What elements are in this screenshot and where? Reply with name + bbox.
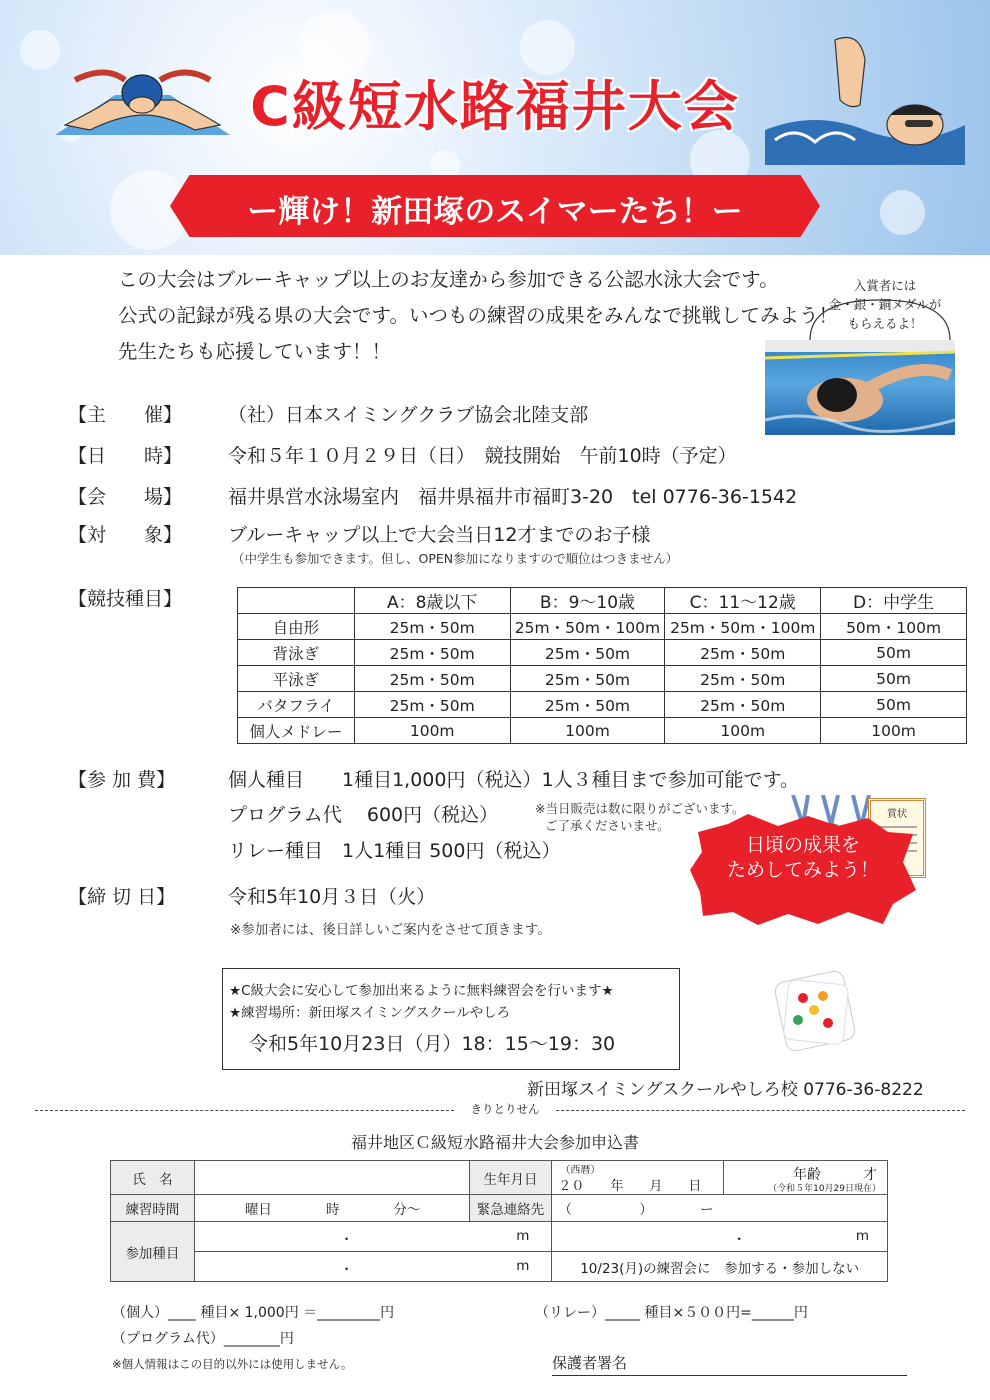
venue-label: 【会 場】 bbox=[68, 486, 183, 508]
stroke-name: 自由形 bbox=[238, 614, 355, 640]
events-header-cell: D：中学生 bbox=[821, 588, 967, 614]
age-label: 年齢 才 bbox=[793, 1167, 877, 1183]
practice-info-box bbox=[222, 968, 680, 1070]
entry-dot: ・ bbox=[339, 1262, 354, 1278]
entry-field-2[interactable] bbox=[552, 1222, 888, 1252]
entry-dot: ・ bbox=[339, 1232, 354, 1248]
entry-unit: m bbox=[855, 1228, 869, 1244]
table-cell: 50m bbox=[821, 640, 967, 666]
table-cell: 100m bbox=[665, 718, 821, 744]
table-row bbox=[238, 666, 967, 692]
form-title: 福井地区Ｃ級短水路福井大会参加申込書 bbox=[350, 1133, 639, 1152]
age-field[interactable] bbox=[724, 1161, 888, 1195]
fee-program-calc[interactable]: （プログラム代）________円 bbox=[112, 1331, 294, 1347]
entry-unit: m bbox=[516, 1258, 530, 1274]
organizer-value: （社）日本スイミングクラブ協会北陸支部 bbox=[228, 404, 589, 426]
stroke-name: バタフライ bbox=[238, 692, 355, 718]
burst-line-2: ためしてみよう！ bbox=[726, 859, 879, 881]
table-cell: 25m・50m bbox=[354, 692, 510, 718]
school-contact: 新田塚スイミングスクールやしろ校 0776-36-8222 bbox=[527, 1080, 924, 1100]
events-header-cell: B：9〜10歳 bbox=[510, 588, 665, 614]
deadline-value: 令和5年10月３日（火） bbox=[228, 886, 436, 908]
fee-program-note-1: ※当日販売は数に限りがございます。 bbox=[535, 801, 745, 816]
entry-label: 参加種目 bbox=[111, 1222, 195, 1282]
events-table bbox=[237, 587, 967, 744]
practice-line-2: ★練習場所：新田塚スイミングスクールやしろ bbox=[229, 1005, 511, 1021]
entry-field-3[interactable] bbox=[194, 1252, 552, 1282]
venue-value: 福井県営水泳場室内 福井県福井市福町3-20 tel 0776-36-1542 bbox=[228, 486, 798, 508]
emergency-field[interactable]: （ ） ー bbox=[552, 1195, 888, 1222]
table-cell: 25m・50m bbox=[354, 640, 510, 666]
age-note: （令和５年10月29日現在） bbox=[768, 1184, 881, 1194]
practice-line-3: 令和5年10月23日（月）18：15〜19：30 bbox=[249, 1033, 616, 1055]
fee-program-note-2: ご了承くださいませ。 bbox=[545, 818, 670, 833]
table-cell: 25m・50m bbox=[354, 614, 510, 640]
table-cell: 100m bbox=[821, 718, 967, 744]
table-cell: 100m bbox=[510, 718, 665, 744]
events-header-row bbox=[238, 588, 967, 614]
table-cell: 50m・100m bbox=[821, 614, 967, 640]
application-form bbox=[110, 1160, 888, 1282]
fee-individual: 個人種目 1種目1,000円（税込）1人３種目まで参加可能です。 bbox=[228, 769, 800, 791]
table-row bbox=[238, 718, 967, 744]
target-label: 【対 象】 bbox=[68, 524, 183, 546]
swimmer-right-illustration bbox=[765, 30, 965, 165]
table-cell: 25m・50m・100m bbox=[510, 614, 665, 640]
medal-note-line-2: 金・銀・銅メダルが bbox=[828, 297, 942, 312]
practice-time-label: 練習時間 bbox=[111, 1195, 195, 1222]
deadline-note: ※参加者には、後日詳しいご案内をさせて頂きます。 bbox=[230, 922, 551, 938]
kickboard-icon bbox=[768, 968, 863, 1058]
fee-individual-calc[interactable]: （個人）____ 種目× 1,000円 ＝_________円 bbox=[112, 1305, 395, 1321]
table-cell: 25m・50m bbox=[665, 692, 821, 718]
entry-dot: ・ bbox=[732, 1232, 746, 1248]
table-cell: 50m bbox=[821, 692, 967, 718]
stroke-name: 平泳ぎ bbox=[238, 666, 355, 692]
medal-note-line-3: もらえるよ！ bbox=[847, 316, 923, 331]
table-cell: 25m・50m bbox=[354, 666, 510, 692]
stroke-name: 個人メドレー bbox=[238, 718, 355, 744]
swimmer-left-illustration bbox=[55, 55, 230, 150]
birth-value: ２０ 年 月 日 bbox=[558, 1179, 702, 1194]
swimmer-photo bbox=[765, 340, 955, 435]
practice-time-field[interactable]: 曜日 時 分〜 bbox=[194, 1195, 469, 1222]
fees-label: 【参 加 費】 bbox=[68, 769, 176, 791]
intro-text bbox=[118, 262, 838, 370]
table-cell: 25m・50m bbox=[510, 692, 665, 718]
hero-banner bbox=[0, 0, 990, 255]
name-field[interactable] bbox=[194, 1161, 469, 1195]
medal-note-line-1: 入賞者には bbox=[853, 278, 917, 293]
birth-field[interactable] bbox=[552, 1161, 724, 1195]
events-header-cell bbox=[238, 588, 355, 614]
entry-field-1[interactable] bbox=[194, 1222, 552, 1252]
name-label: 氏 名 bbox=[111, 1161, 195, 1195]
target-value: ブルーキャップ以上で大会当日12才までのお子様 bbox=[228, 524, 651, 546]
burst-text bbox=[688, 833, 918, 883]
era-label: （西暦） bbox=[560, 1165, 601, 1176]
certificate-title: 賞状 bbox=[887, 809, 907, 820]
table-cell: 25m・50m bbox=[665, 666, 821, 692]
intro-line-1: この大会はブルーキャップ以上のお友達から参加できる公認水泳大会です。 bbox=[118, 268, 779, 291]
privacy-note: ※個人情報はこの目的以外には使用しません。 bbox=[112, 1357, 353, 1371]
table-cell: 25m・50m bbox=[510, 666, 665, 692]
events-label: 【競技種目】 bbox=[68, 588, 183, 610]
guardian-signature[interactable]: 保護者署名 bbox=[552, 1352, 907, 1376]
speech-arc-icon bbox=[800, 295, 960, 345]
practice-line-1: ★C級大会に安心して参加出来るように無料練習会を行います★ bbox=[229, 983, 614, 999]
fee-program: プログラム代 600円（税込） bbox=[228, 804, 499, 826]
events-header-cell: C：11〜12歳 bbox=[665, 588, 821, 614]
stroke-name: 背泳ぎ bbox=[238, 640, 355, 666]
cut-label: きりとりせん bbox=[455, 1101, 555, 1117]
datetime-label: 【日 時】 bbox=[68, 445, 183, 467]
birth-label: 生年月日 bbox=[469, 1161, 552, 1195]
deadline-label: 【締 切 日】 bbox=[68, 886, 176, 908]
intro-line-3: 先生たちも応援しています！！ bbox=[118, 340, 392, 363]
table-cell: 100m bbox=[354, 718, 510, 744]
page-title: C級短水路福井大会 bbox=[250, 75, 740, 138]
target-note: （中学生も参加できます。但し、OPEN参加になりますので順位はつきません） bbox=[232, 551, 679, 566]
practice-attend-choice[interactable]: 10/23(月)の練習会に 参加する・参加しない bbox=[552, 1252, 888, 1282]
table-cell: 50m bbox=[821, 666, 967, 692]
table-cell: 25m・50m bbox=[665, 640, 821, 666]
table-cell: 25m・50m bbox=[510, 640, 665, 666]
intro-line-2: 公式の記録が残る県の大会です。いつもの練習の成果をみんなで挑戦してみよう！ bbox=[118, 304, 838, 327]
table-row bbox=[238, 614, 967, 640]
datetime-value: 令和５年１０月２９日（日） 競技開始 午前10時（予定） bbox=[228, 445, 737, 467]
events-header-cell: A：8歳以下 bbox=[354, 588, 510, 614]
entry-unit: m bbox=[516, 1228, 530, 1244]
table-row bbox=[238, 692, 967, 718]
fee-relay: リレー種目 1人1種目 500円（税込） bbox=[228, 840, 561, 862]
table-cell: 25m・50m・100m bbox=[665, 614, 821, 640]
fee-relay-calc[interactable]: （リレー）_____ 種目×５００円=______円 bbox=[535, 1305, 808, 1321]
subtitle-text: ー輝け！新田塚のスイマーたち！ー bbox=[247, 194, 743, 230]
table-row bbox=[238, 640, 967, 666]
emergency-label: 緊急連絡先 bbox=[469, 1195, 552, 1222]
organizer-label: 【主 催】 bbox=[68, 404, 183, 426]
burst-line-1: 日頃の成果を bbox=[745, 834, 860, 856]
